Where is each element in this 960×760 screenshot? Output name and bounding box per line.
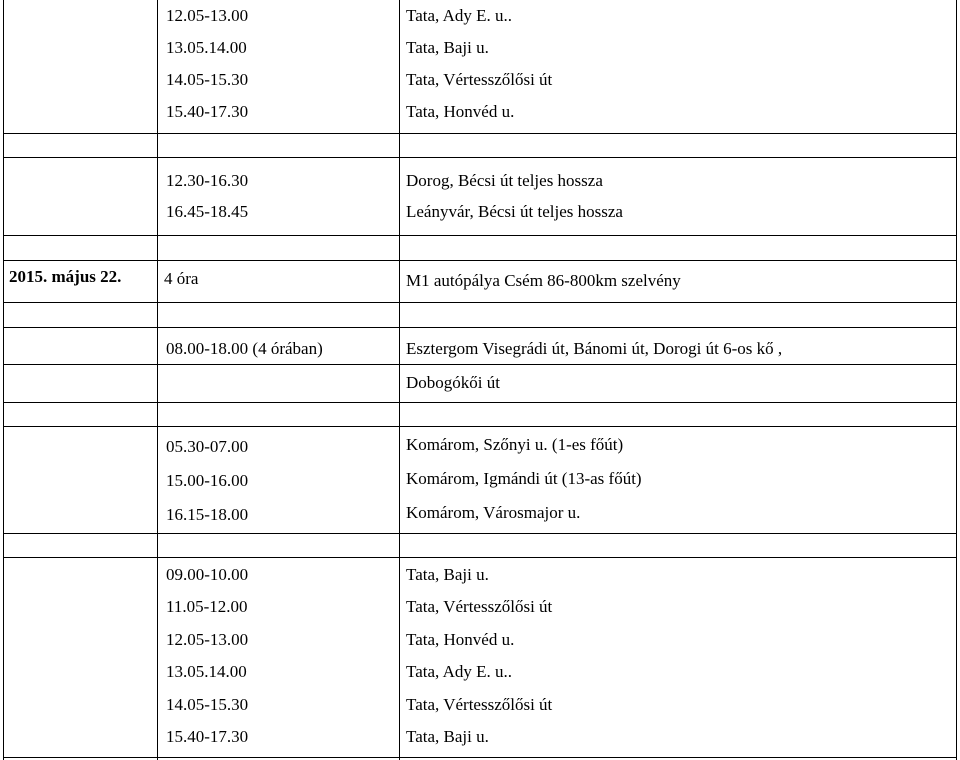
- table-row-5-place: Leányvár, Bécsi út teljes hossza: [406, 202, 623, 221]
- table-row-15-place: Tata, Ady E. u..: [406, 662, 512, 681]
- table-row-10-time: 15.00-16.00: [166, 471, 249, 490]
- table-row-12-place: Tata, Baji u.: [406, 565, 489, 584]
- table-row-14-time: 12.05-13.00: [166, 630, 249, 649]
- row-divider: [3, 757, 957, 758]
- table-row-9-time: 05.30-07.00: [166, 437, 249, 456]
- column-divider-time-place: [399, 0, 400, 760]
- table-row-5-time: 16.45-18.45: [166, 202, 249, 221]
- table-row-15-time: 13.05.14.00: [166, 662, 247, 681]
- table-border-left: [3, 0, 4, 760]
- row-divider: [3, 302, 957, 303]
- table-row-17-time: 15.40-17.30: [166, 727, 249, 746]
- row-divider: [3, 402, 957, 403]
- table-row-6-date: 2015. május 22.: [9, 267, 122, 286]
- table-row-12-time: 09.00-10.00: [166, 565, 249, 584]
- table-row-9-place: Komárom, Szőnyi u. (1-es főút): [406, 435, 624, 454]
- table-row-13-time: 11.05-12.00: [166, 597, 248, 616]
- table-row-2-place: Tata, Vértesszőlősi út: [406, 70, 553, 89]
- table-row-3-time: 15.40-17.30: [166, 102, 249, 121]
- table-row-3-place: Tata, Honvéd u.: [406, 102, 515, 121]
- row-divider: [3, 426, 957, 427]
- table-row-16-time: 14.05-15.30: [166, 695, 249, 714]
- table-row-13-place: Tata, Vértesszőlősi út: [406, 597, 553, 616]
- table-row-6-time: 4 óra: [164, 269, 199, 288]
- row-divider: [3, 260, 957, 261]
- table-row-11-time: 16.15-18.00: [166, 505, 249, 524]
- table-border-right: [956, 0, 957, 760]
- table-row-16-place: Tata, Vértesszőlősi út: [406, 695, 553, 714]
- table-row-4-place: Dorog, Bécsi út teljes hossza: [406, 171, 603, 190]
- table-row-17-place: Tata, Baji u.: [406, 727, 489, 746]
- row-divider: [3, 533, 957, 534]
- row-divider: [3, 364, 957, 365]
- table-row-1-time: 13.05.14.00: [166, 38, 247, 57]
- row-divider: [3, 235, 957, 236]
- table-row-8-place: Dobogókői út: [406, 373, 500, 392]
- row-divider: [3, 557, 957, 558]
- table-row-2-time: 14.05-15.30: [166, 70, 249, 89]
- table-row-0-time: 12.05-13.00: [166, 6, 249, 25]
- table-row-4-time: 12.30-16.30: [166, 171, 249, 190]
- table-row-11-place: Komárom, Városmajor u.: [406, 503, 581, 522]
- table-row-6-place: M1 autópálya Csém 86-800km szelvény: [406, 271, 681, 290]
- row-divider: [3, 157, 957, 158]
- table-row-7-place: Esztergom Visegrádi út, Bánomi út, Dorogi út 6-os kő ,: [406, 339, 783, 358]
- column-divider-date-time: [157, 0, 158, 760]
- table-row-0-place: Tata, Ady E. u..: [406, 6, 512, 25]
- table-row-10-place: Komárom, Igmándi út (13-as főút): [406, 469, 642, 488]
- table-row-14-place: Tata, Honvéd u.: [406, 630, 515, 649]
- row-divider: [3, 133, 957, 134]
- table-row-7-time: 08.00-18.00 (4 órában): [166, 339, 323, 358]
- row-divider: [3, 327, 957, 328]
- table-row-1-place: Tata, Baji u.: [406, 38, 489, 57]
